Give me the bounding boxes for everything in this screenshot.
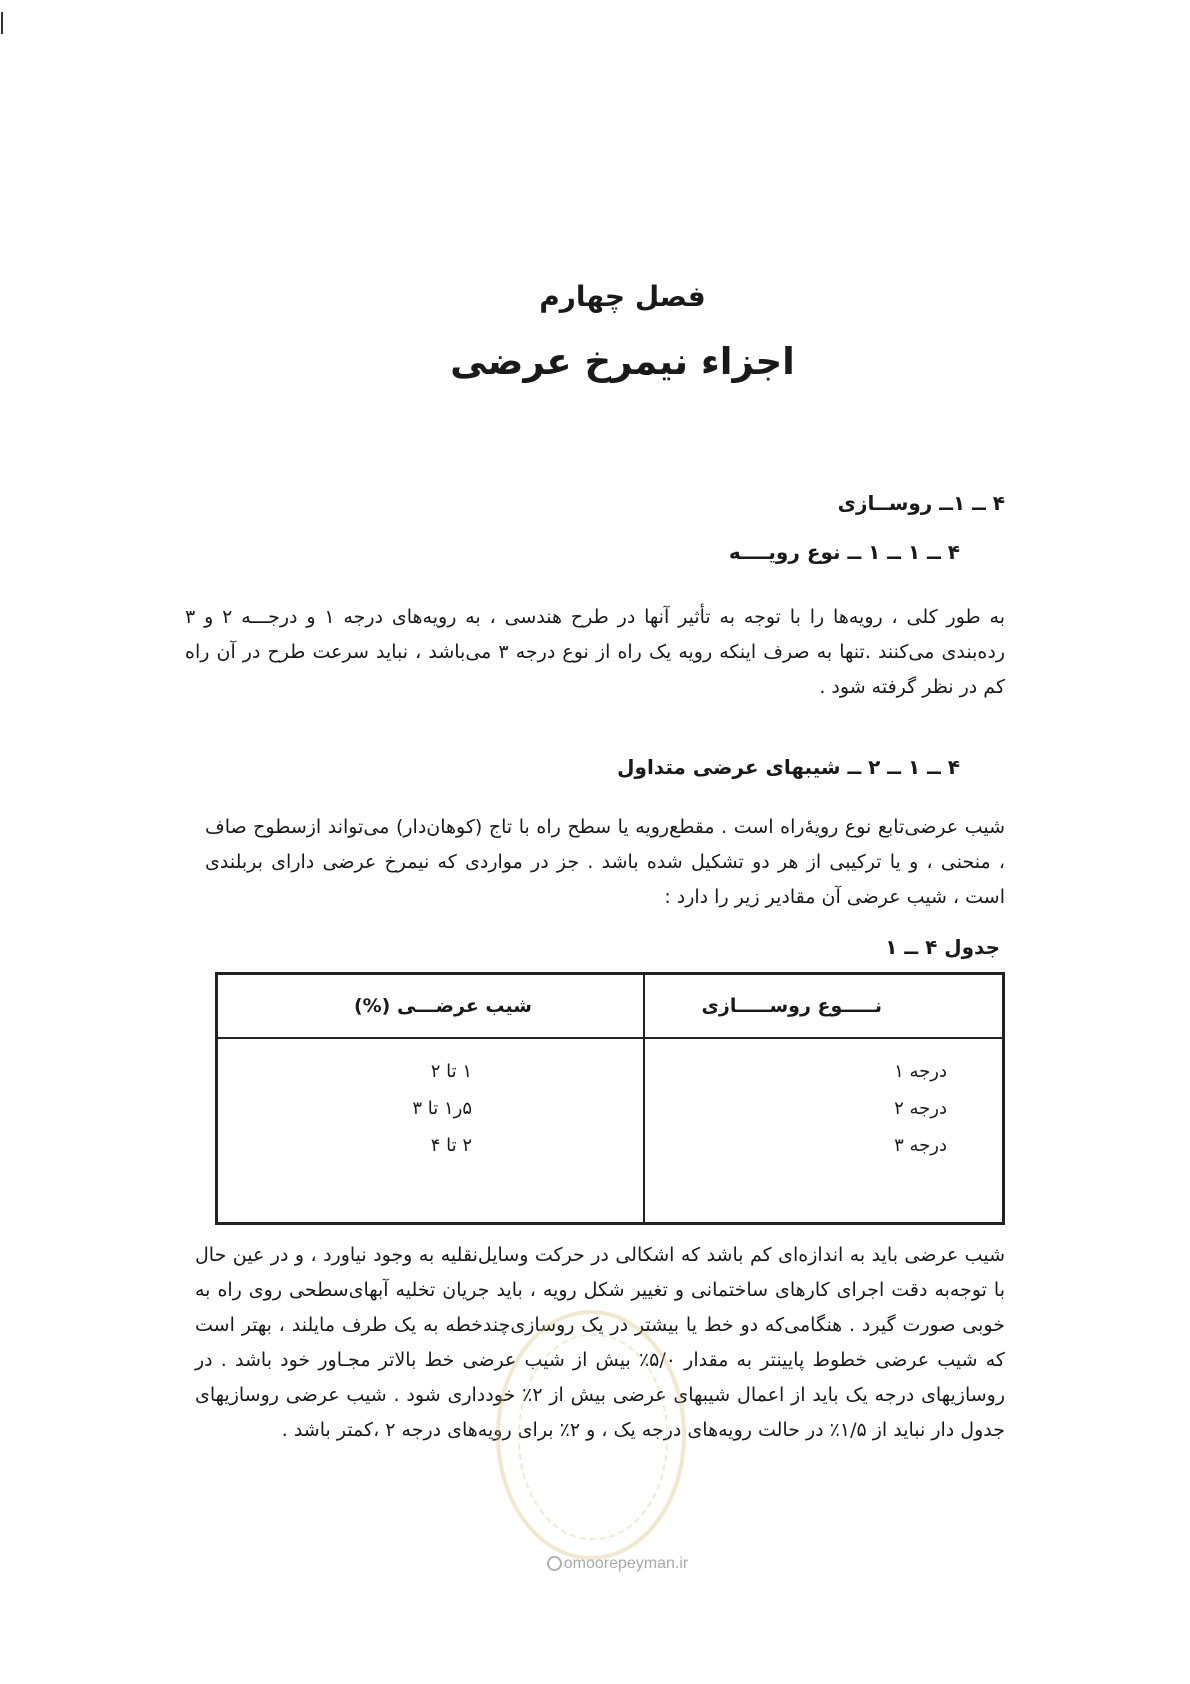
table-column-cross-slope [412,1053,472,1164]
section-heading-4-1: ۴ ــ ۱ــ روســازی [837,491,1005,515]
table-cell-slope: ۵ر۱ تا ۳ [412,1098,472,1119]
table-cell-type: درجه ۳ [894,1135,947,1156]
table-header-divider [218,1037,1002,1039]
watermark-site-text: omoorepeyman.ir [563,1555,689,1572]
table-header-cross-slope: شیب عرضـــی (%) [353,995,532,1017]
scan-edge-mark [1,12,3,34]
table-caption: جدول ۴ ــ ۱ [885,935,1000,959]
table-column-pavement-type [894,1053,947,1164]
table-cell-slope: ۱ تا ۲ [430,1061,472,1082]
chapter-title: اجزاء نیمرخ عرضی [450,340,795,383]
watermark-site-label [0,1555,1190,1573]
table-cell-type: درجه ۲ [894,1098,947,1119]
table-header-pavement-type: نـــــوع روســـــازی [701,995,882,1017]
copyright-icon [547,1556,562,1571]
paragraph-pavement-types: به طور کلی ، رویه‌ها را با توجه به تأثیر آنها در طرح هندسی ، به رویه‌های درجه ۱ و درجـــه ۲ و ۳ رده‌بندی می‌کنند .تنها به صرف اینکه رویه یک راه از نوع درجه ۳ می‌باشد ، نباید سرعت طرح در آن راه کم در نظر گرفته شود . [185,606,1005,698]
chapter-label: فصل چهارم [539,280,706,313]
paragraph-slope-guidance: شیب عرضی باید به اندازه‌ای کم باشد که اشکالی در حرکت وسایل‌نقلیه به وجود نیاورد ، و در عین حال با توجه‌به دقت اجرای کارهای ساختمانی و تغییر شکل رویه ، باید جریان تخلیه آبهای‌سطحی روی راه به خوبی صورت گیرد . هنگامی‌که دو خط یا بیشتر در یک روسازی‌چندخطه به یک طرف مایلند ، بهتر است که شیب عرضی خطوط پایینتر به مقدار ۵/۰٪ بیش از شیب عرضی خط بالاتر مجـاور خود باشد . در روسازیهای درجه یک باید از اعمال شیبهای عرضی بیش از ۲٪ خودداری شود . شیب عرضی روسازیهای جدول دار نباید از ۱/۵٪ در حالت رویه‌های درجه یک ، و ۲٪ برای رویه‌های درجه ۲ ،کمتر باشد . [195,1244,1006,1441]
table-cell-slope: ۲ تا ۴ [430,1135,472,1156]
table-cell-type: درجه ۱ [894,1061,947,1082]
cross-slope-table [215,972,1005,1225]
paragraph-cross-slope: شیب عرضی‌تابع نوع رویه‌ٔراه است . مقطع‌رویه یا سطح راه با تاج (کوهان‌دار) می‌تواند ازسطوح صاف ، منحنی ، و یا ترکیبی از هر دو تشکیل شده باشد . جز در مواردی که نیمرخ عرضی دارای بربلندی است ، شیب عرضی آن مقادیر زیر را دارد : [205,816,1005,908]
table-column-divider [643,975,645,1222]
section-heading-4-1-2: ۴ ــ ۱ ــ ۲ ــ شیبهای عرضی متداول [617,755,960,779]
section-heading-4-1-1: ۴ ــ ۱ ــ ۱ ــ نوع رویــــه [728,540,960,564]
